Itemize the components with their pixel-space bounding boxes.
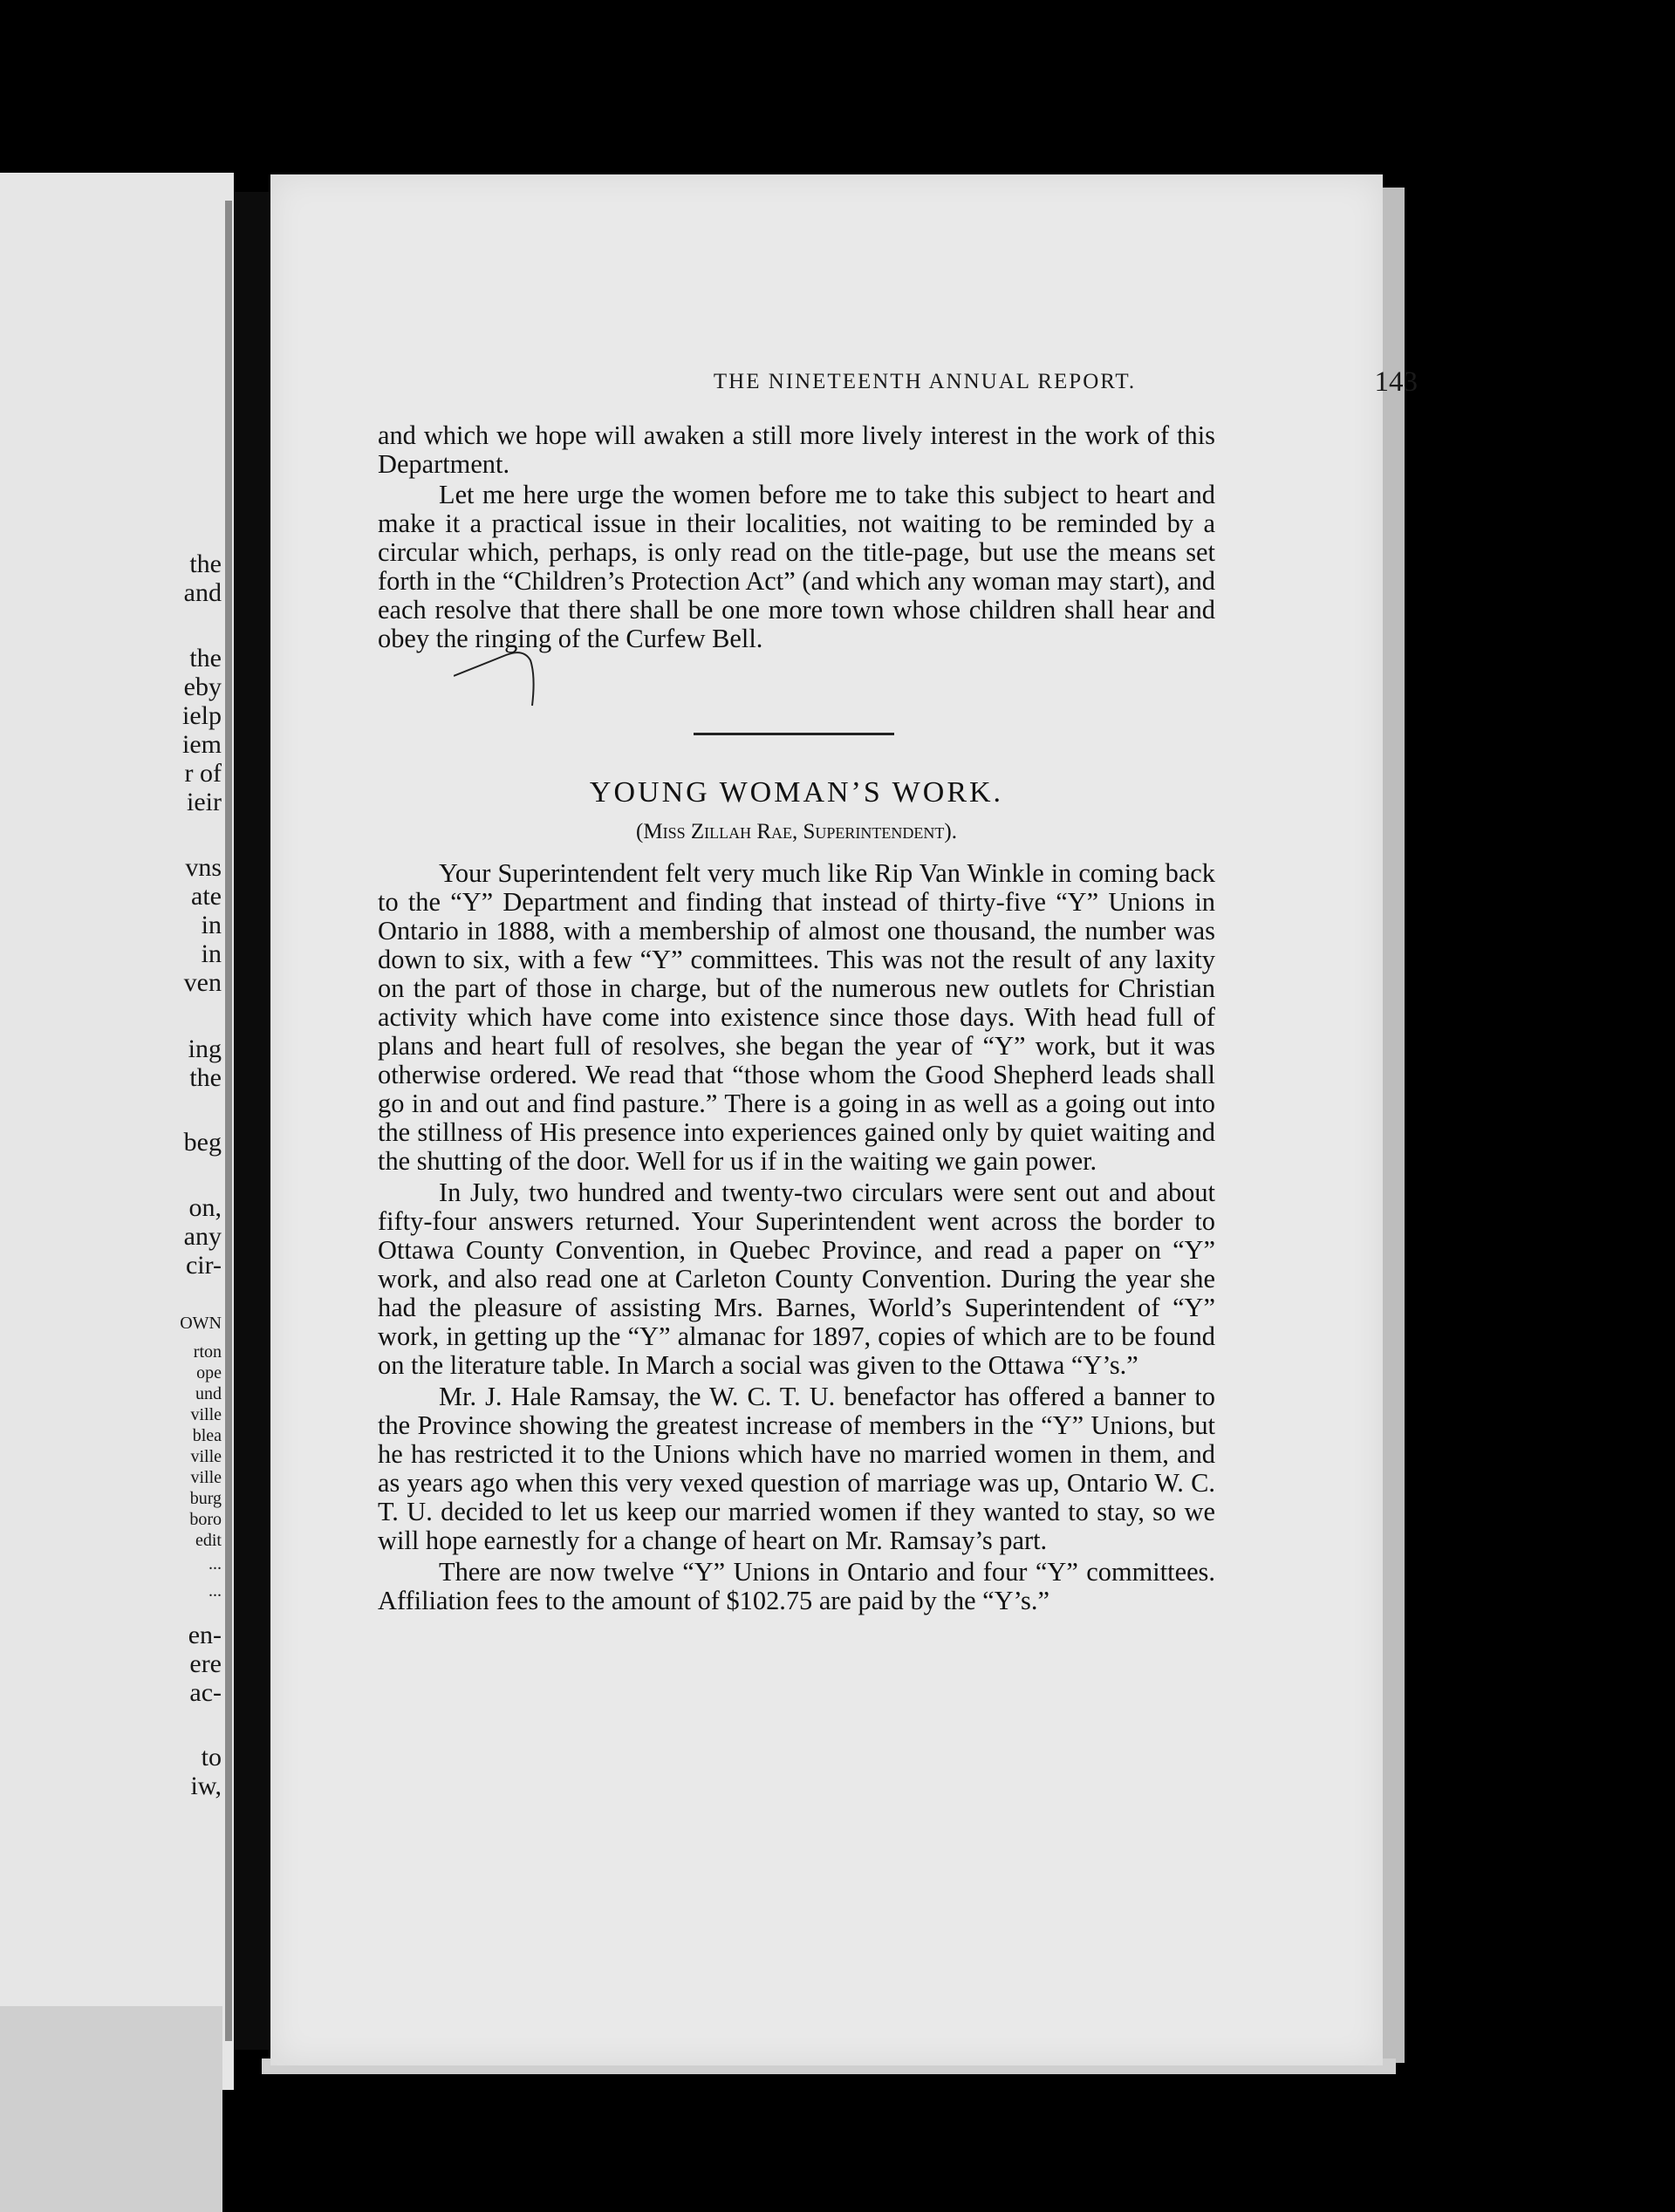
left-page-fragment: ope	[196, 1363, 222, 1382]
left-page-fragment: r of	[184, 759, 222, 788]
section-divider	[694, 733, 894, 735]
left-page-fragment: ville	[190, 1447, 222, 1466]
left-page-fragment: ieir	[187, 788, 222, 816]
left-page-fragment: ville	[190, 1468, 222, 1487]
left-page-fragment: any	[183, 1222, 222, 1251]
binding-gutter	[234, 192, 269, 2050]
main-page	[270, 174, 1418, 2065]
paragraph: In July, two hundred and twenty-two circulars were sent out and about fifty-four answers returned. Your Superintendent went across the border to Ottawa County Convention, in Quebec Province, and read a paper on “Y” work, and also read one at Carleton County Convention. During the year she had the pleasure of assisting Mrs. Barnes, World’s Superintendent of “Y” work, in getting up the “Y” almanac for 1897, copies of which are to be found on the literature table. In March a social was given to the Ottawa “Y’s.”	[378, 1178, 1215, 1380]
left-page-fragment: beg	[183, 1128, 222, 1157]
section-title: YOUNG WOMAN’S WORK.	[589, 776, 1004, 809]
left-page-fragment: ville	[190, 1405, 222, 1424]
paragraph: There are now twelve “Y” Unions in Ontario and four “Y” committees. Affiliation fees to the amount of $102.75 are paid by the “Y’s.”	[378, 1557, 1215, 1615]
left-page-fragment: boro	[189, 1510, 222, 1529]
binding-edge	[225, 201, 232, 2041]
left-page-fragment: the	[189, 644, 222, 672]
left-page-fragment: burg	[189, 1489, 222, 1508]
left-page-fragment: to	[201, 1743, 222, 1772]
section-body	[378, 859, 1215, 1615]
left-page-fragment: the	[189, 550, 222, 578]
left-page-fragment: blea	[192, 1426, 222, 1445]
paragraph: Let me here urge the women before me to take this subject to heart and make it a practical issue in their localities, not waiting to be reminded by a circular which, perhaps, is only read on the title-page, but use the means set forth in the “Children’s Protection Act” (and which any woman may start), and each resolve that there shall be one more town whose children shall hear and obey the ringing of the Curfew Bell.	[378, 480, 1215, 653]
left-page-fragment: ven	[183, 968, 222, 997]
page-edge	[1380, 188, 1405, 2063]
left-facing-page	[0, 173, 234, 2090]
running-head-title: THE NINETEENTH ANNUAL REPORT.	[713, 370, 1137, 393]
pencil-margin-mark	[454, 650, 585, 711]
left-page-fragment: ate	[191, 882, 222, 911]
left-page-fragment: eby	[183, 672, 222, 701]
left-page-fragment: rton	[193, 1342, 222, 1362]
left-page-bottom-strip	[0, 2006, 222, 2212]
page-number: 143	[1374, 366, 1418, 398]
running-head	[580, 366, 1418, 401]
paragraph: Your Superintendent felt very much like Rip Van Winkle in coming back to the “Y” Department and finding that instead of thirty-five “Y” Unions in Ontario in 1888, with a membership of almost one thousand, the number was down to six, with a few “Y” committees. This was not the result of any laxity on the part of those in charge, but of the numerous new outlets for Christian activity which have come into existence since those days. With head full of plans and heart full of resolves, she began the year of “Y” work, but it was otherwise ordered. We read that “those whom the Good Shepherd leads shall go in and out and find pasture.” There is a going in as well as a going out into the stillness of His presence into experiences gained only by quiet waiting and the shutting of the door. Well for us if in the waiting we gain power.	[378, 858, 1215, 1176]
left-page-fragment: ielp	[182, 701, 222, 730]
left-page-fragment: the	[189, 1063, 222, 1092]
left-page-fragment: iem	[182, 730, 222, 759]
left-page-fragment: iw,	[190, 1772, 222, 1800]
left-page-fragment: ac-	[189, 1678, 222, 1707]
paragraph: Mr. J. Hale Ramsay, the W. C. T. U. benefactor has offered a banner to the Province showing the greatest increase of members in the “Y” Unions, but he has restricted it to the Unions which have no married women in them, and as years ago when this very vexed question of marriage was up, Ontario W. C. T. U. decided to let us keep our married women if they wanted to stay, so we will hope earnestly for a change of heart on Mr. Ramsay’s part.	[378, 1382, 1215, 1555]
left-page-fragment: en-	[188, 1621, 222, 1649]
left-page-fragment: OWN	[180, 1314, 222, 1333]
left-page-fragment: cir-	[185, 1251, 222, 1280]
left-page-fragment: ...	[209, 1581, 222, 1601]
left-page-fragment: ...	[209, 1554, 222, 1574]
left-page-fragment: ere	[189, 1649, 222, 1678]
left-page-fragment: in	[201, 911, 222, 939]
left-page-fragment: vns	[185, 853, 222, 882]
paragraph: and which we hope will awaken a still more lively interest in the work of this Department.	[378, 420, 1215, 479]
left-page-fragment: on,	[188, 1193, 222, 1222]
left-page-fragment: ing	[188, 1034, 222, 1063]
left-page-fragment: in	[201, 939, 222, 968]
left-page-fragment: and	[183, 578, 222, 607]
left-page-fragment: und	[195, 1384, 222, 1403]
section-subtitle: (Miss Zillah Rae, Superintendent).	[636, 820, 957, 843]
top-section	[378, 421, 1215, 653]
left-page-fragment: edit	[195, 1531, 222, 1550]
